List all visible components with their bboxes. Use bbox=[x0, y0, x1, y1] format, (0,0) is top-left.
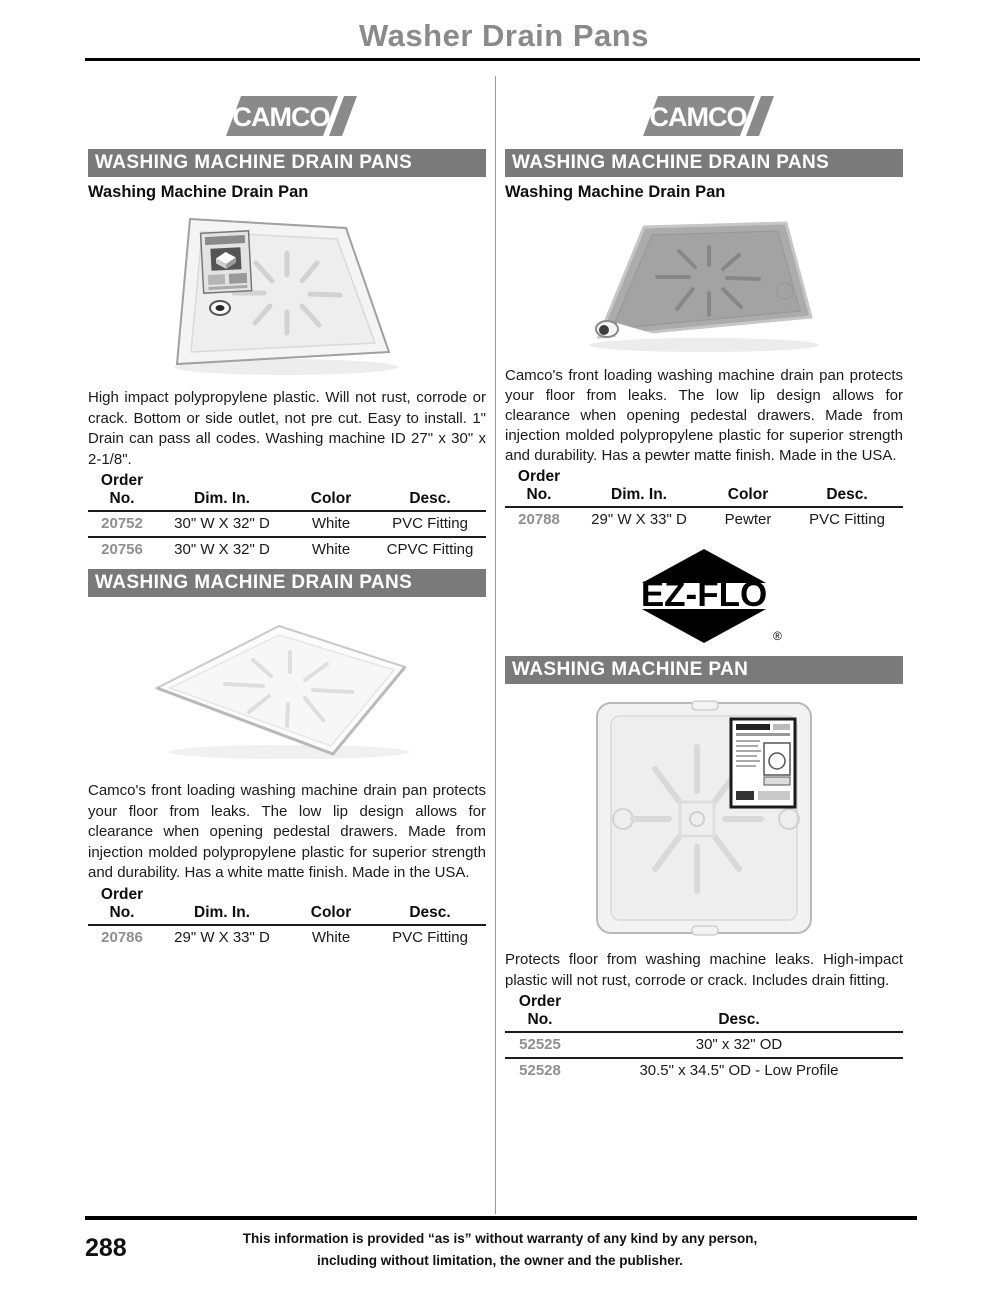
footer-rule bbox=[85, 1216, 917, 1220]
footer-disclaimer-line1: This information is provided “as is” without warranty of any kind by any person, bbox=[242, 1231, 758, 1246]
page-title: Washer Drain Pans bbox=[359, 18, 649, 53]
table-row: 20756 30" W X 32" D White CPVC Fitting bbox=[88, 536, 486, 562]
footer-disclaimer-line2: including without limitation, the owner and the publisher. bbox=[317, 1253, 683, 1268]
table-header-row bbox=[505, 468, 903, 506]
camco-logo bbox=[505, 94, 903, 138]
col-header-dim: Dim. In. bbox=[611, 486, 667, 503]
product-description: Protects floor from washing machine leaks. High-impact plastic will not rust, corrode or crack. Includes drain fitting. bbox=[505, 951, 903, 989]
product-table bbox=[88, 472, 486, 562]
col-header-color: Color bbox=[727, 486, 769, 503]
page-number: 288 bbox=[85, 1234, 127, 1262]
product-image-white-drain-pan bbox=[88, 204, 486, 380]
camco-logo-text: CAMCO bbox=[649, 102, 747, 132]
table-row: 20788 29" W X 33" D Pewter PVC Fitting bbox=[505, 506, 903, 532]
product-image-pewter-drain-pan bbox=[505, 206, 903, 358]
product-subtitle: Washing Machine Drain Pan bbox=[505, 183, 726, 201]
product-table bbox=[505, 993, 903, 1083]
column-divider bbox=[495, 76, 496, 1214]
section-header-bar: WASHING MACHINE DRAIN PANS bbox=[88, 149, 486, 177]
product-image-white-low-pan bbox=[88, 603, 486, 769]
table-row: 20786 29" W X 33" D White PVC Fitting bbox=[88, 924, 486, 950]
left-column bbox=[88, 88, 486, 950]
col-header-order-no: Order No. bbox=[100, 472, 144, 507]
product-description: Camco's front loading washing machine drain pan protects your floor from leaks. The low lip design allows for clearance when opening pedestal drawers. Made from injection molded polypropylene plastic for superior strength and durability. Has a pewter matte finish. Made in the USA. bbox=[505, 367, 903, 464]
ez-flo-logo-graphic bbox=[616, 546, 792, 646]
col-header-color: Color bbox=[310, 490, 352, 507]
col-header-order-no: Order No. bbox=[100, 885, 144, 921]
table-header-row bbox=[505, 993, 903, 1031]
section-header-bar: WASHING MACHINE PAN bbox=[505, 656, 903, 684]
camco-logo bbox=[88, 94, 486, 138]
col-header-desc: Desc. bbox=[826, 486, 868, 503]
col-header-dim: Dim. In. bbox=[194, 490, 250, 507]
col-header-desc: Desc. bbox=[718, 1011, 760, 1028]
camco-logo-graphic bbox=[634, 94, 774, 138]
col-header-desc: Desc. bbox=[409, 903, 451, 921]
product-image-ezflo-pan bbox=[505, 696, 903, 940]
title-rule bbox=[85, 58, 920, 61]
ez-flo-logo bbox=[505, 546, 903, 646]
registered-trademark-symbol: ® bbox=[773, 629, 782, 643]
table-row: 52525 30" x 32" OD bbox=[505, 1031, 903, 1057]
table-header-row bbox=[88, 886, 486, 924]
right-column bbox=[505, 88, 903, 1083]
section-header-bar: WASHING MACHINE DRAIN PANS bbox=[505, 149, 903, 177]
col-header-dim: Dim. In. bbox=[194, 903, 250, 921]
col-header-color: Color bbox=[310, 903, 352, 921]
product-description: High impact polypropylene plastic. Will not rust, corrode or crack. Bottom or side outlet, not pre cut. Easy to install. 1" Drain can pass all codes. Washing machine ID 27" x 30" x 2-1/8". bbox=[88, 389, 486, 468]
ez-flo-logo-text: EZ-FLO bbox=[640, 575, 768, 614]
product-subtitle: Washing Machine Drain Pan bbox=[88, 183, 309, 201]
camco-logo-graphic bbox=[217, 94, 357, 138]
table-row: 20752 30" W X 32" D White PVC Fitting bbox=[88, 510, 486, 536]
col-header-order-no: Order No. bbox=[517, 468, 561, 503]
camco-logo-text: CAMCO bbox=[232, 102, 330, 132]
table-row: 52528 30.5" x 34.5" OD - Low Profile bbox=[505, 1057, 903, 1083]
table-header-row bbox=[88, 472, 486, 510]
col-header-desc: Desc. bbox=[409, 490, 451, 507]
product-table bbox=[88, 886, 486, 950]
section-header-bar: WASHING MACHINE DRAIN PANS bbox=[88, 569, 486, 597]
product-table bbox=[505, 468, 903, 532]
footer-disclaimer bbox=[190, 1228, 810, 1272]
product-description: Camco's front loading washing machine drain pan protects your floor from leaks. The low lip design allows for clearance when opening pedestal drawers. Made from injection molded polypropylene plastic for superior strength and durability. Has a white matte finish. Made in the USA. bbox=[88, 782, 486, 881]
col-header-order-no: Order No. bbox=[518, 993, 562, 1028]
